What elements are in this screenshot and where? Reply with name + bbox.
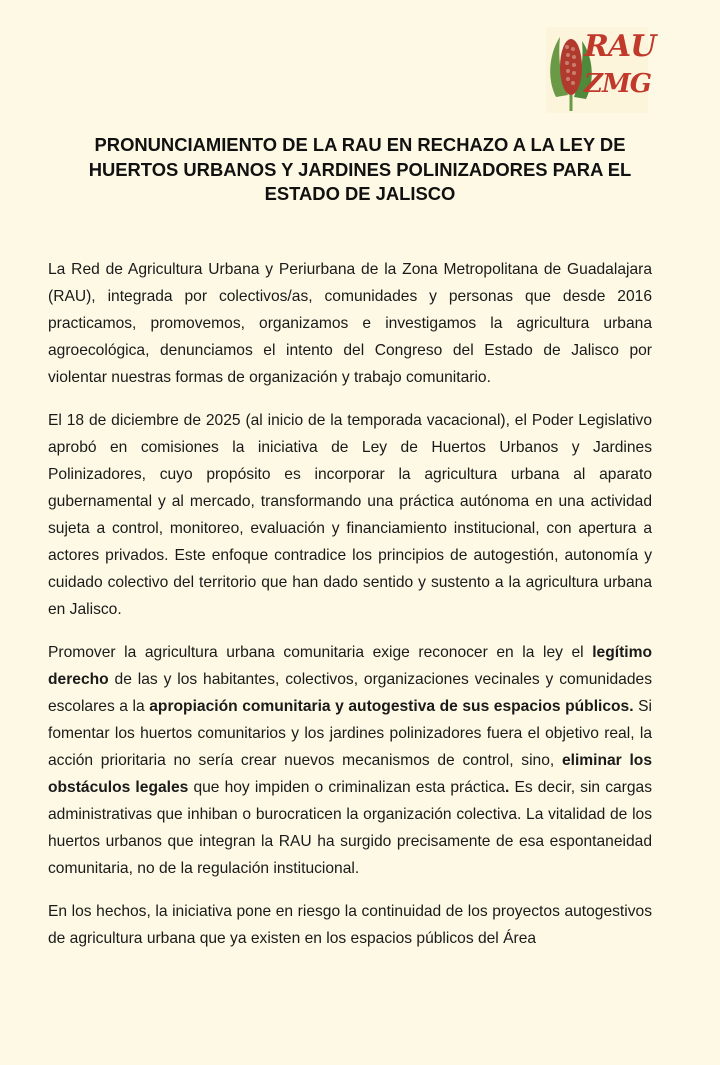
bold-segment: eliminar los obstáculos legales — [48, 752, 652, 796]
bold-segment: . — [504, 779, 510, 796]
paragraph-4: En los hechos, la iniciativa pone en riesgo la continuidad de los proyectos autogestivos de agricultura urbana que ya existen en los espacios públicos del Área — [48, 903, 652, 947]
paragraph-2: El 18 de diciembre de 2025 (al inicio de la temporada vacacional), el Poder Legislativo aprobó en comisiones la iniciativa de Ley de Huertos Urbanos y Jardines Polinizadores, cuyo propósito es incorporar la agricultura urbana al aparato gubernamental y al mercado, transformando una práctica autónoma en una actividad sujeta a control, monitoreo, evaluación y financiamiento institucional, con apertura a actores privados. Este enfoque contradice los principios de autogestión, autonomía y cuidado colectivo del territorio que han dado sentido y sustento a la agricultura urbana en Jalisco. — [48, 412, 652, 618]
document-body — [48, 256, 652, 968]
bold-segment: apropiación comunitaria y autogestiva de sus espacios públicos. — [149, 698, 634, 715]
paragraph-3 — [48, 639, 652, 882]
text-segment: Si fomentar los huertos comunitarios y los jardines polinizadores fuera el objetivo real, la acción prioritaria no sería crear nuevos mecanismos de control, sino, — [48, 698, 652, 769]
text-segment: que hoy impiden o criminalizan esta práctica — [188, 779, 505, 796]
logo-text-rau: RAU — [584, 29, 656, 64]
bold-segment: legítimo derecho — [48, 644, 652, 688]
paragraph-1: La Red de Agricultura Urbana y Periurbana de la Zona Metropolitana de Guadalajara (RAU), integrada por colectivos/as, comunidades y personas que desde 2016 practicamos, promovemos, organizamos e investigamos la agricultura urbana agroecológica, denunciamos el intento del Congreso del Estado de Jalisco por violentar nuestras formas de organización y trabajo comunitario. — [48, 261, 652, 386]
text-segment: de las y los habitantes, colectivos, organizaciones vecinales y comunidades escolares a la — [48, 671, 652, 715]
text-segment: Es decir, sin cargas administrativas que inhiban o burocraticen la organización colectiva. La vitalidad de los huertos urbanos que integran la RAU ha surgido precisamente de esa espontaneidad comunitaria, no de la regulación institucional. — [48, 779, 652, 877]
document-title: PRONUNCIAMIENTO DE LA RAU EN RECHAZO A LA LEY DE HUERTOS URBANOS Y JARDINES POLINIZADORES PARA EL ESTADO DE JALISCO — [88, 134, 632, 204]
text-segment: Promover la agricultura urbana comunitaria exige reconocer en la ley el — [48, 644, 593, 661]
logo-text-zmg: ZMG — [584, 69, 651, 99]
rau-logo — [546, 27, 656, 113]
